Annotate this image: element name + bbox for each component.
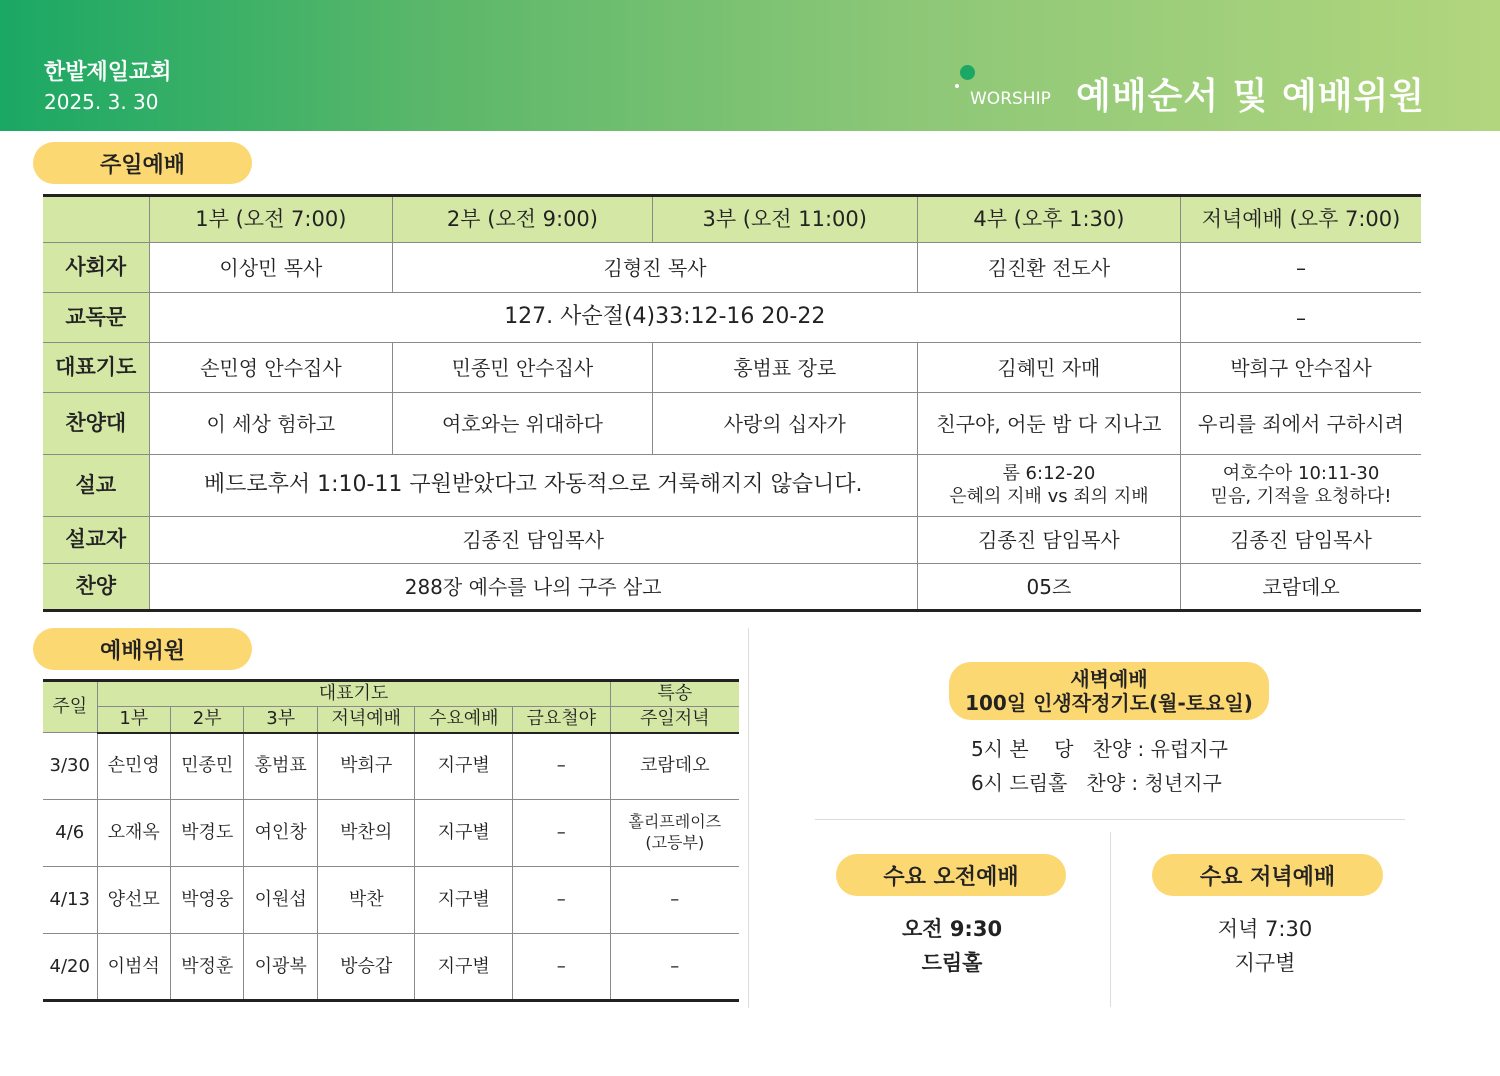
table-cell: 방승갑: [317, 934, 415, 1001]
worship-staff-table: [43, 679, 739, 1002]
table-cell: 김종진 담임목사: [149, 517, 917, 564]
wed-evening-place: 지구별: [1234, 951, 1296, 975]
table-cell: 김종진 담임목사: [1181, 517, 1421, 564]
column-header: 3부: [244, 707, 317, 733]
table-cell: 지구별: [415, 934, 513, 1001]
table-cell: [1181, 455, 1421, 517]
table-cell: 이광복: [244, 934, 317, 1001]
column-header: 4부 (오후 1:30): [917, 196, 1180, 243]
column-header: 주일저녁: [610, 707, 739, 733]
table-cell: 민종민: [170, 733, 243, 800]
dawn-schedule-line: 5시 본 당 찬양 : 유럽지구: [971, 737, 1228, 761]
table-cell: 지구별: [415, 800, 513, 867]
column-header: 저녁예배 (오후 7:00): [1181, 196, 1421, 243]
table-cell: 친구야, 어둔 밤 다 지나고: [917, 393, 1180, 455]
table-cell: –: [1181, 293, 1421, 343]
table-row: [43, 455, 1421, 517]
table-cell: 이상민 목사: [149, 243, 393, 293]
worship-tag: WORSHIP: [970, 89, 1051, 109]
table-row: [43, 393, 1421, 455]
table-cell: 코람데오: [1181, 564, 1421, 611]
column-header: 2부 (오전 9:00): [393, 196, 652, 243]
table-row: [43, 800, 739, 867]
special-song-group: (고등부): [645, 833, 705, 852]
column-header: 수요예배: [415, 707, 513, 733]
row-label: 교독문: [43, 293, 149, 343]
table-cell: 김진환 전도사: [917, 243, 1180, 293]
table-subheader-row: [43, 707, 739, 733]
table-cell: 우리를 죄에서 구하시려: [1181, 393, 1421, 455]
row-label: 설교: [43, 455, 149, 517]
date-cell: 4/13: [43, 867, 97, 934]
table-cell: 이 세상 험하고: [149, 393, 393, 455]
table-row: [43, 733, 739, 800]
date-cell: 4/6: [43, 800, 97, 867]
green-dot-icon: [960, 65, 975, 80]
table-cell: –: [513, 733, 611, 800]
date-cell: 4/20: [43, 934, 97, 1001]
table-cell: 손민영: [97, 733, 170, 800]
table-cell: 김종진 담임목사: [917, 517, 1180, 564]
table-cell: –: [513, 867, 611, 934]
table-header-row: [43, 196, 1421, 243]
table-cell: 박희구 안수집사: [1181, 343, 1421, 393]
table-row: [43, 243, 1421, 293]
table-cell: 홍범표 장로: [652, 343, 917, 393]
table-cell: 박희구: [317, 733, 415, 800]
table-row: [43, 867, 739, 934]
row-label: 찬양: [43, 564, 149, 611]
table-cell: [917, 455, 1180, 517]
table-row: [43, 517, 1421, 564]
column-header: 1부: [97, 707, 170, 733]
wed-evening-pill: 수요 저녁예배: [1152, 854, 1383, 896]
column-header: 주일: [43, 681, 97, 733]
table-cell: 박정훈: [170, 934, 243, 1001]
table-cell: –: [513, 800, 611, 867]
horizontal-divider: [815, 819, 1405, 820]
table-row: [43, 934, 739, 1001]
table-cell: 박경도: [170, 800, 243, 867]
column-header: 금요철야: [513, 707, 611, 733]
section-title-sunday: 주일예배: [33, 142, 252, 184]
vertical-divider: [1110, 832, 1111, 1007]
dawn-service-pill: [949, 662, 1269, 720]
row-label: 사회자: [43, 243, 149, 293]
table-cell: 박영웅: [170, 867, 243, 934]
table-cell: 이원섭: [244, 867, 317, 934]
table-cell: 김혜민 자매: [917, 343, 1180, 393]
wed-morning-time: 오전 9:30: [901, 917, 1003, 941]
table-row: [43, 564, 1421, 611]
table-cell: 288장 예수를 나의 구주 삼고: [149, 564, 917, 611]
table-cell: [610, 800, 739, 867]
table-cell: 여인창: [244, 800, 317, 867]
dawn-service-title: 새벽예배: [1070, 667, 1148, 691]
wed-morning-place: 드림홀: [921, 951, 983, 975]
table-cell: 지구별: [415, 867, 513, 934]
table-header-row: [43, 681, 739, 707]
row-label: 찬양대: [43, 393, 149, 455]
table-cell: 박찬의: [317, 800, 415, 867]
table-cell: –: [610, 867, 739, 934]
section-title-staff: 예배위원: [33, 628, 252, 670]
table-cell: 127. 사순절(4)33:12-16 20-22: [149, 293, 1181, 343]
column-header: 저녁예배: [317, 707, 415, 733]
table-cell: –: [513, 934, 611, 1001]
table-cell: 민종민 안수집사: [393, 343, 652, 393]
table-cell: 오재옥: [97, 800, 170, 867]
bulletin-date: 2025. 3. 30: [44, 90, 159, 114]
sermon-verse: 롬 6:12-20: [1002, 463, 1096, 484]
row-label: 대표기도: [43, 343, 149, 393]
sermon-title: 은혜의 지배 vs 죄의 지배: [949, 485, 1149, 507]
table-cell: 05즈: [917, 564, 1180, 611]
table-cell: –: [1181, 243, 1421, 293]
dawn-schedule-line: 6시 드림홀 찬양 : 청년지구: [971, 771, 1222, 795]
table-cell: 코람데오: [610, 733, 739, 800]
table-row: [43, 343, 1421, 393]
special-song-team: 홀리프레이즈: [628, 812, 722, 832]
table-cell: 여호와는 위대하다: [393, 393, 652, 455]
page-title: 예배순서 및 예배위원: [1076, 76, 1426, 117]
table-cell: 지구별: [415, 733, 513, 800]
wed-morning-pill: 수요 오전예배: [836, 854, 1066, 896]
sermon-title-cell: 베드로후서 1:10-11 구원받았다고 자동적으로 거룩해지지 않습니다.: [149, 455, 917, 517]
column-header: 3부 (오전 11:00): [652, 196, 917, 243]
table-cell: 이범석: [97, 934, 170, 1001]
column-header: 특송: [610, 681, 739, 707]
wed-evening-time: 저녁 7:30: [1217, 917, 1313, 941]
header-banner: [0, 0, 1500, 131]
sunday-service-table: [43, 194, 1421, 612]
table-cell: 사랑의 십자가: [652, 393, 917, 455]
table-cell: 손민영 안수집사: [149, 343, 393, 393]
church-name: 한밭제일교회: [44, 60, 172, 85]
sermon-title: 믿음, 기적을 요청하다!: [1210, 485, 1392, 507]
row-label: 설교자: [43, 517, 149, 564]
table-row: [43, 293, 1421, 343]
table-cell: 박찬: [317, 867, 415, 934]
small-dot-icon: [955, 84, 959, 88]
corner-cell: [43, 196, 149, 243]
table-cell: 김형진 목사: [393, 243, 918, 293]
table-cell: 양선모: [97, 867, 170, 934]
column-header: 1부 (오전 7:00): [149, 196, 393, 243]
date-cell: 3/30: [43, 733, 97, 800]
table-cell: –: [610, 934, 739, 1001]
column-header: 대표기도: [97, 681, 610, 707]
table-cell: 홍범표: [244, 733, 317, 800]
vertical-divider: [748, 628, 749, 1008]
column-header: 2부: [170, 707, 243, 733]
sermon-verse: 여호수아 10:11-30: [1222, 463, 1380, 484]
dawn-service-subtitle: 100일 인생작정기도(월-토요일): [965, 691, 1253, 715]
